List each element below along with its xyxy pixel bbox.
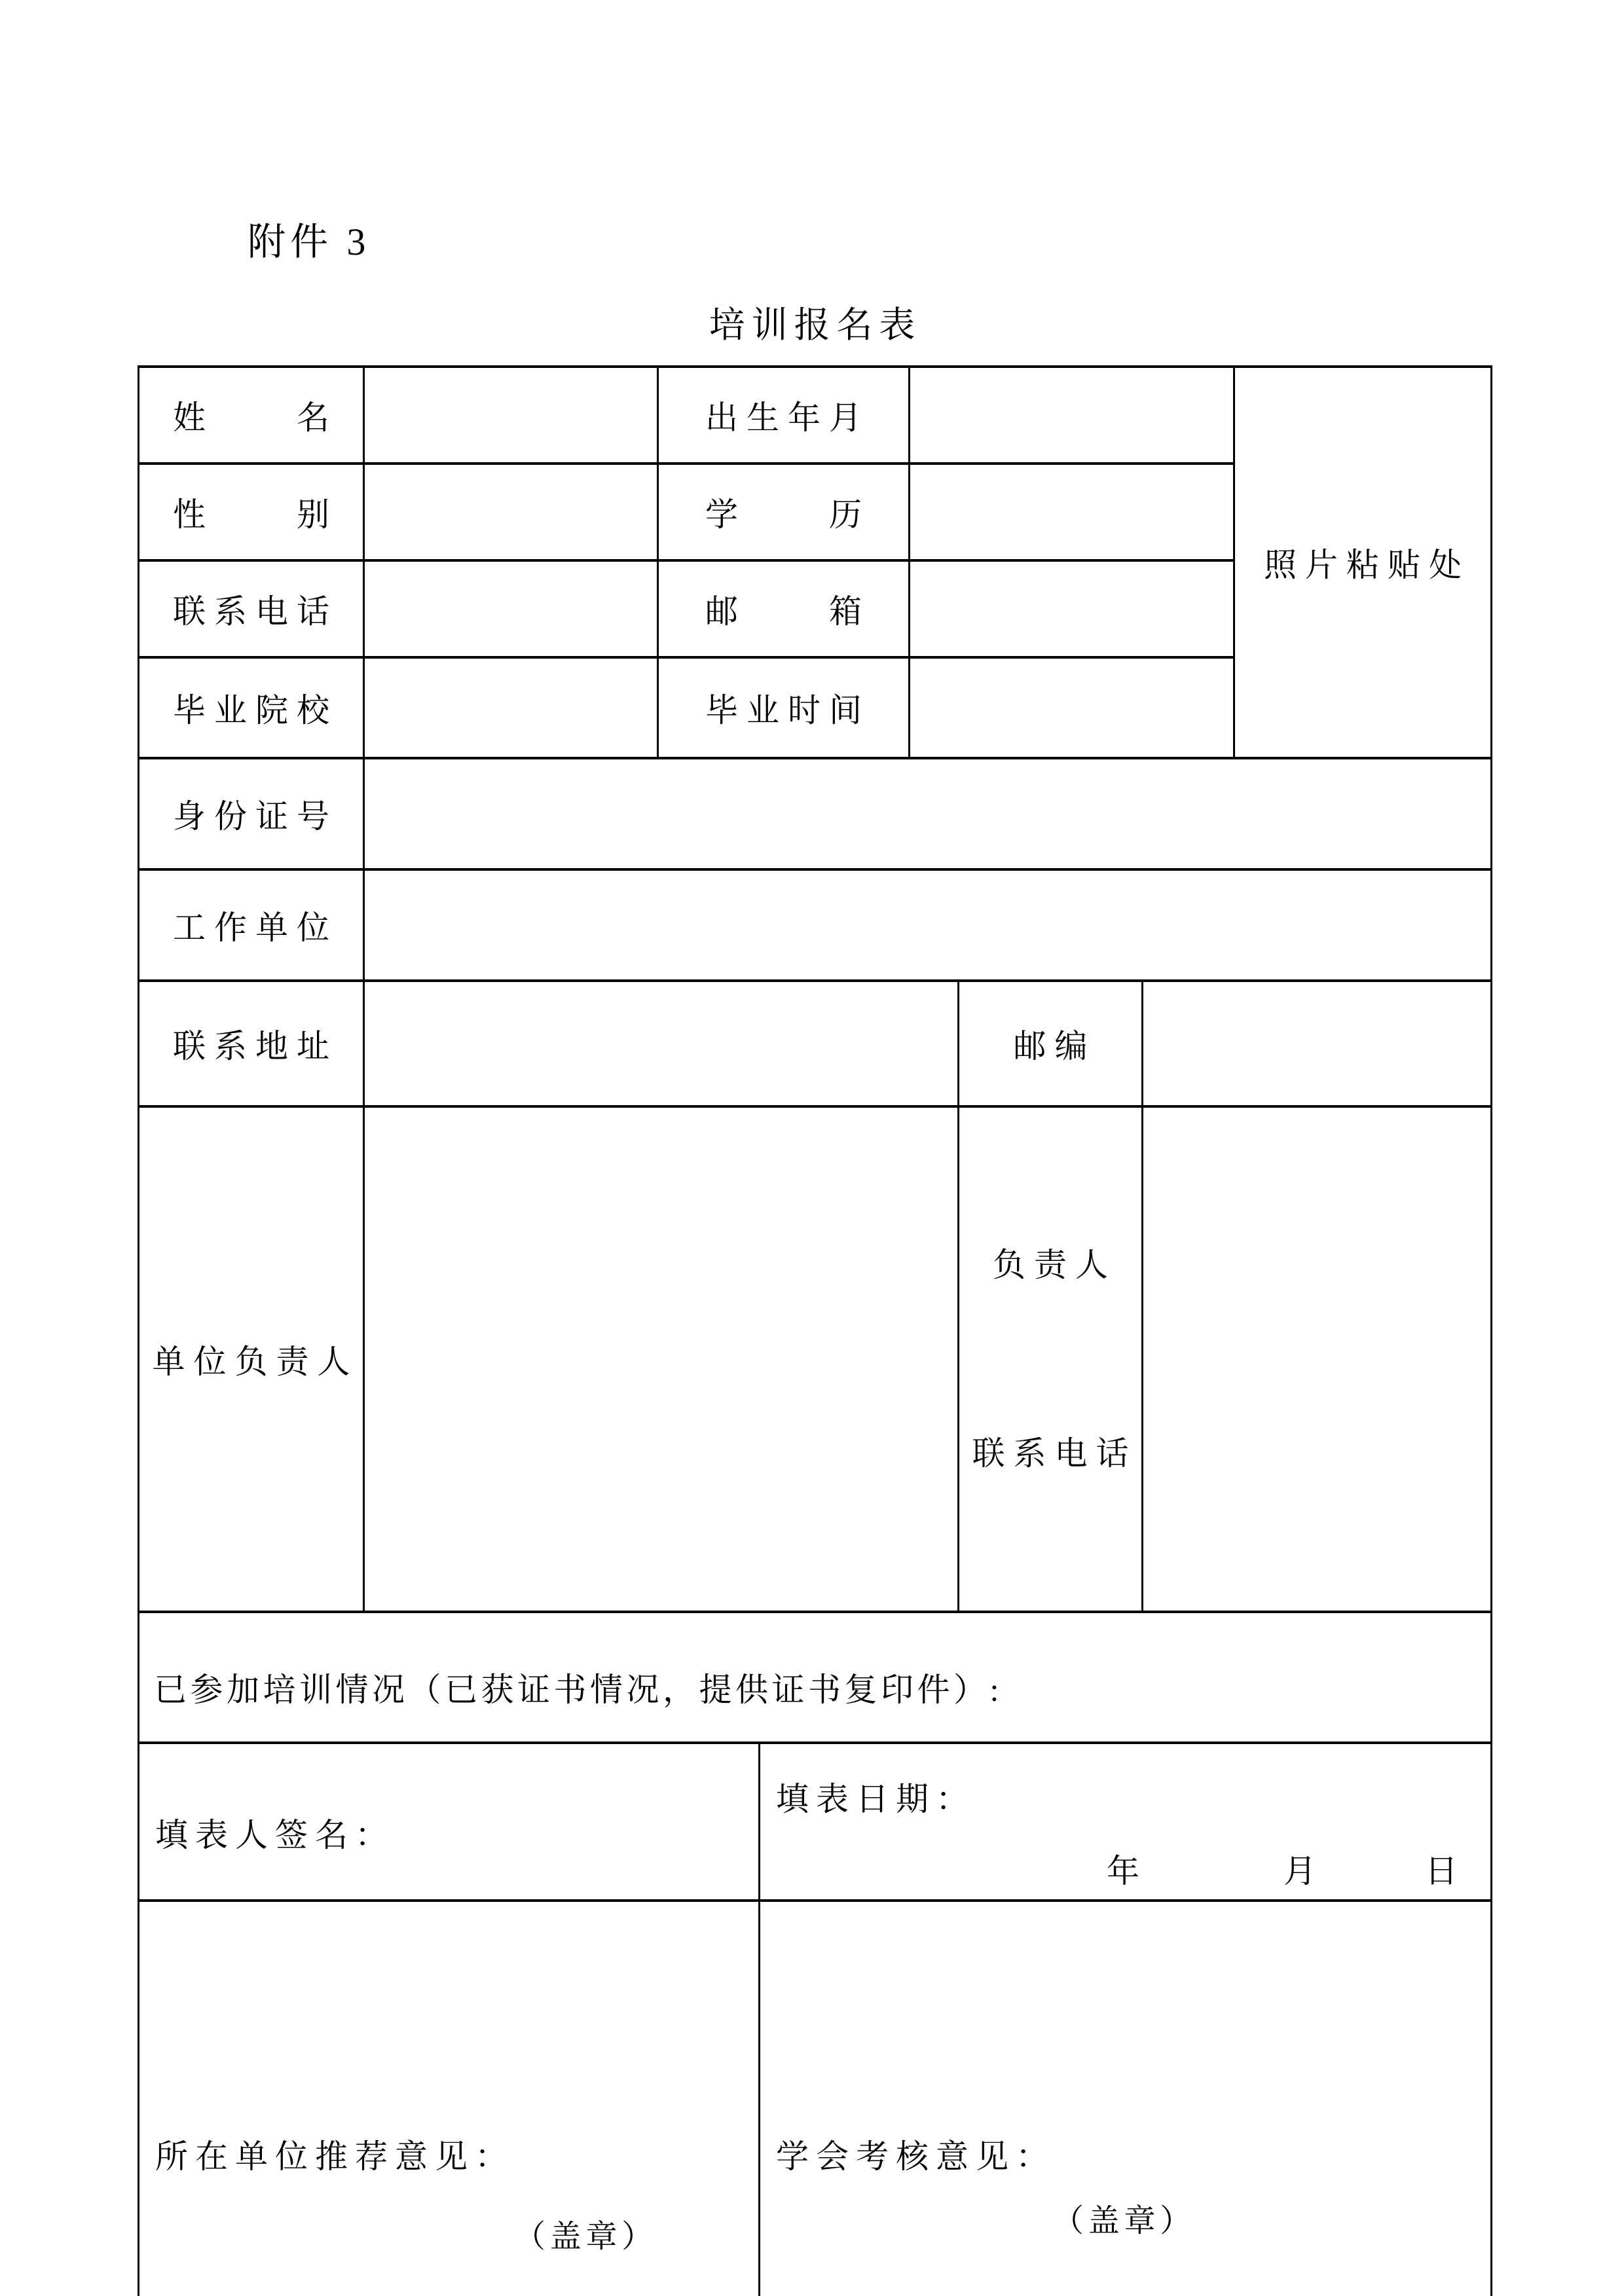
fill-date-cell — [760, 1743, 1492, 1901]
address-value-cell — [364, 981, 959, 1106]
name-value-cell — [364, 367, 658, 464]
education-label-cell: 学 历 — [658, 464, 910, 560]
school-value-cell — [364, 657, 658, 758]
gender-label-cell: 性 别 — [139, 464, 364, 560]
phone-value-cell — [364, 560, 658, 657]
row-unit-head — [139, 1106, 1492, 1612]
school-label-cell: 毕业院校 — [139, 657, 364, 758]
phone-label-cell: 联系电话 — [139, 560, 364, 657]
photo-paste-area: 照片粘贴处 — [1234, 367, 1492, 758]
head-phone-label-line1: 负责人 — [993, 1247, 1116, 1283]
signer-cell — [139, 1743, 760, 1901]
head-phone-label-cell — [959, 1106, 1143, 1612]
row-signature-date — [139, 1743, 1492, 1901]
page-title: 培训报名表 — [709, 305, 922, 345]
unit-opinion-cell — [139, 1901, 760, 2296]
society-opinion-label: 学会考核意见： — [776, 2138, 1056, 2175]
education-value-cell — [910, 464, 1234, 560]
unit-opinion-label: 所在单位推荐意见： — [155, 2138, 515, 2175]
row-employer — [139, 869, 1492, 981]
address-label-cell: 联系地址 — [139, 981, 364, 1106]
training-history-label: 已参加培训情况（已获证书情况，提供证书复印件）: — [154, 1671, 1003, 1708]
unit-head-label-cell: 单位负责人 — [139, 1106, 364, 1612]
row-id-number — [139, 758, 1492, 869]
gradtime-label-cell: 毕业时间 — [658, 657, 910, 758]
birth-value-cell — [910, 367, 1234, 464]
head-phone-value-cell — [1143, 1106, 1492, 1612]
unit-head-value-cell — [364, 1106, 959, 1612]
attachment-label: 附件 3 — [248, 221, 371, 263]
email-value-cell — [910, 560, 1234, 657]
row-training-history — [139, 1612, 1492, 1743]
postcode-value-cell — [1143, 981, 1492, 1106]
society-opinion-cell — [760, 1901, 1492, 2296]
row-name-birth — [139, 367, 1492, 464]
postcode-label-cell: 邮编 — [959, 981, 1143, 1106]
id-number-label-cell: 身份证号 — [139, 758, 364, 869]
registration-form-table — [138, 365, 1492, 2296]
gradtime-value-cell — [910, 657, 1234, 758]
row-opinions — [139, 1901, 1492, 2296]
birth-label-cell: 出生年月 — [658, 367, 910, 464]
unit-seal-placeholder: （盖章） — [514, 2219, 657, 2254]
training-history-cell — [139, 1612, 1492, 1743]
year-month-day-blank: 年 月 日 — [1107, 1852, 1460, 1889]
name-label-cell: 姓 名 — [139, 367, 364, 464]
society-seal-placeholder: （盖章） — [1052, 2204, 1196, 2238]
head-phone-label-line2: 联系电话 — [972, 1435, 1137, 1472]
employer-value-cell — [364, 869, 1492, 981]
row-address-postcode — [139, 981, 1492, 1106]
employer-label-cell: 工作单位 — [139, 869, 364, 981]
email-label-cell: 邮 箱 — [658, 560, 910, 657]
id-number-value-cell — [364, 758, 1492, 869]
signer-label: 填表人签名： — [155, 1816, 395, 1853]
gender-value-cell — [364, 464, 658, 560]
fill-date-label: 填表日期： — [776, 1780, 976, 1817]
